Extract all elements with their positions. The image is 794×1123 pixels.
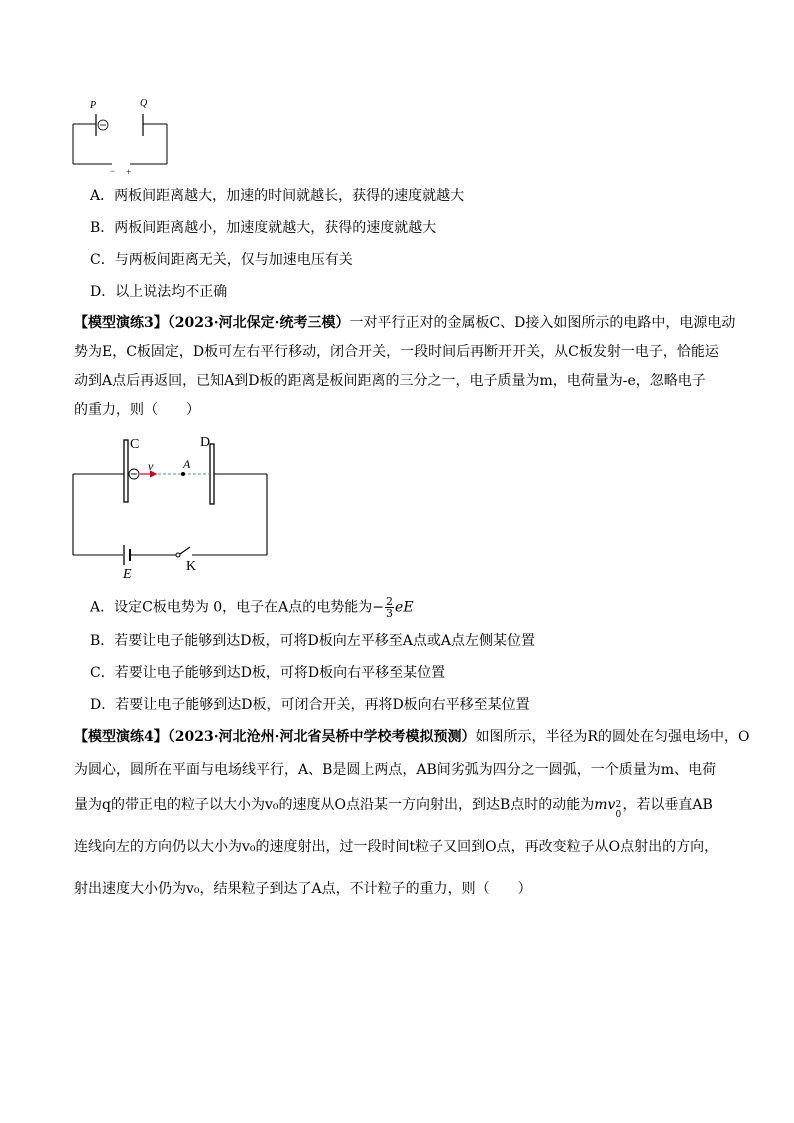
fraction <box>385 596 394 619</box>
q3-option-a-text: A．设定C板电势为 0，电子在A点的电势能为 <box>90 599 373 616</box>
terminal-minus: − <box>110 166 116 176</box>
q3-option-c: C．若要让电子能够到达D板，可将D板向右平移至某位置 <box>90 665 446 681</box>
q3-line-1 <box>74 314 735 332</box>
q4-line-3 <box>74 796 713 820</box>
q4-text-3-post: ，若以垂直AB <box>622 797 713 813</box>
q3-text-1: 一对平行正对的金属板C、D接入如图所示的电路中，电源电动 <box>349 315 736 331</box>
fraction-denominator: 3 <box>386 607 394 620</box>
switch-contact <box>176 553 180 557</box>
point-a <box>181 472 185 476</box>
label-k: K <box>186 559 197 574</box>
label-q: Q <box>140 98 148 109</box>
q4-tag: 【模型演练4】 <box>74 729 168 745</box>
label-a: A <box>183 457 191 471</box>
q2-option-d: D．以上说法均不正确 <box>90 284 228 300</box>
exponent: 2 <box>615 800 622 810</box>
q3-option-d: D．若要让电子能够到达D板，可闭合开关，再将D板向右平移至某位置 <box>90 697 530 713</box>
q3-line-4: 的重力，则（ ） <box>74 402 200 418</box>
q4-text-3: 量为q的带正电的粒子以大小为v₀的速度从O点沿某一方向射出，到达B点时的动能为 <box>74 797 595 813</box>
q3-line-2: 势为E，C板固定，D板可左右平行移动，闭合开关，一段时间后再断开开关，从C板发射一电子，恰能运 <box>74 344 719 360</box>
label-e: E <box>123 567 132 580</box>
q4-text-1: 如图所示，半径为R的圆处在匀强电场中，O <box>475 729 750 745</box>
q4-line-2: 为圆心，圆所在平面与电场线平行，A、B是圆上两点，AB间劣弧为四分之一圆弧，一个质量为m、电荷 <box>74 762 717 778</box>
q2-option-a: A．两板间距离越大，加速的时间就越长，获得的速度就越大 <box>90 188 465 204</box>
cd-plates-circuit-figure <box>70 430 272 580</box>
plate-c <box>124 440 128 502</box>
velocity-label: v <box>148 459 154 473</box>
plates-circuit-figure <box>70 94 175 176</box>
kinetic-energy-expr: mv <box>594 797 616 813</box>
q4-source: （2023·河北沧州·河北省吴桥中学校考模拟预测） <box>167 729 476 745</box>
label-c: C <box>130 437 140 452</box>
q3-option-a-sign: − <box>372 599 385 616</box>
q3-option-a-expr: eE <box>395 599 414 616</box>
q3-source: （2023·河北保定·统考三模） <box>167 315 350 331</box>
q3-option-a <box>90 596 414 619</box>
label-d: D <box>200 435 211 450</box>
q3-option-b: B．若要让电子能够到达D板，可将D板向左平移至A点或A点左侧某位置 <box>90 633 535 649</box>
q4-line-4: 连线向左的方向仍以大小为v₀的速度射出，过一段时间t粒子又回到O点，再改变粒子从O点射出的方向， <box>74 839 719 855</box>
q3-line-3: 动到A点后再返回，已知A到D板的距离是板间距离的三分之一，电子质量为m，电荷量为-e，忽略电子 <box>74 373 706 389</box>
switch-blade <box>180 547 190 554</box>
q2-option-c: C．与两板间距离无关，仅与加速电压有关 <box>90 252 353 268</box>
q4-line-1 <box>74 728 750 746</box>
label-p: P <box>90 100 97 111</box>
fraction-numerator: 2 <box>386 595 394 608</box>
subscript: 0 <box>615 810 622 820</box>
plate-d <box>210 444 214 504</box>
q4-line-5: 射出速度大小仍为v₀，结果粒子到达了A点，不计粒子的重力，则（ ） <box>74 881 532 897</box>
q3-tag: 【模型演练3】 <box>74 315 168 331</box>
terminal-plus: + <box>126 167 132 176</box>
q2-option-b: B．两板间距离越小，加速度就越大，获得的速度就越大 <box>90 220 437 236</box>
